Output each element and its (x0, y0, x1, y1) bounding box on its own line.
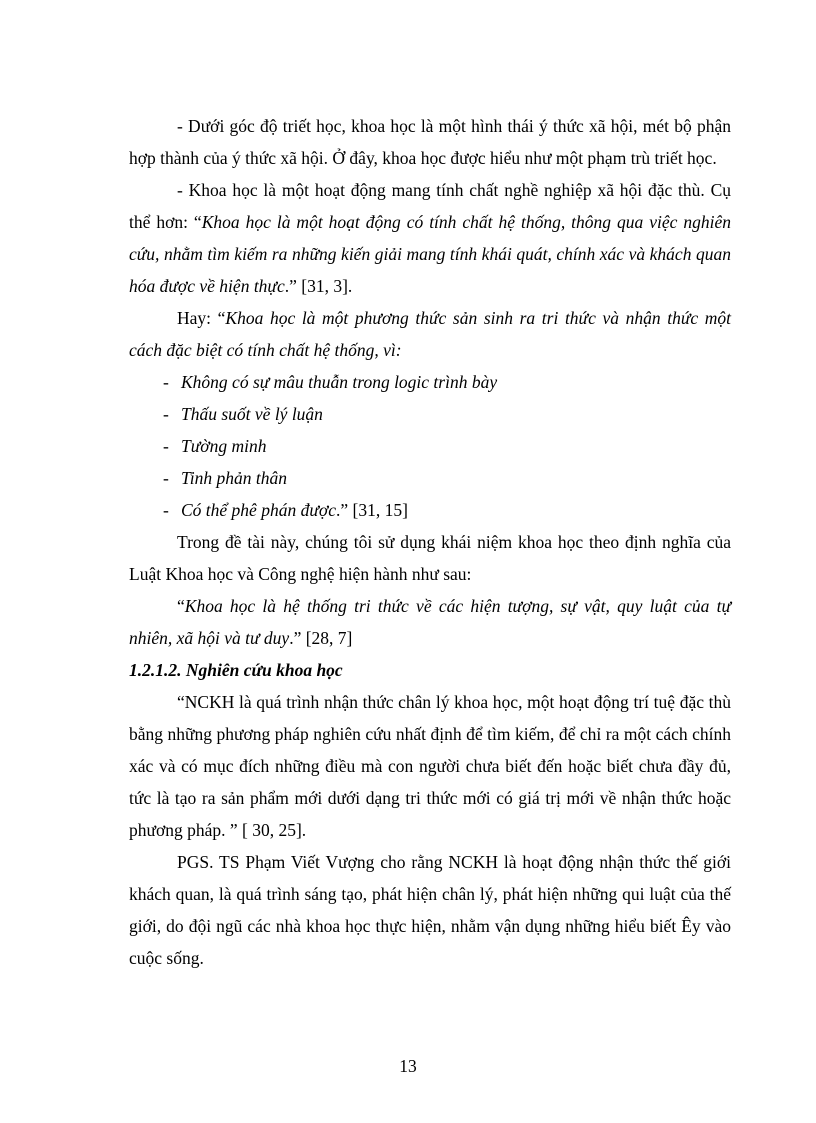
list-item-text: Thấu suốt về lý luận (181, 404, 323, 424)
text-lead: Hay: “ (177, 308, 226, 328)
quote-text: Khoa học là hệ thống tri thức về các hiện tượng, sự vật, quy luật của tự nhiên, xã hội và tư duy (129, 596, 731, 648)
text-lead: “ (177, 596, 185, 616)
paragraph-definition (129, 590, 731, 654)
dash-bullet: - (163, 436, 169, 456)
list-item-text: Có thể phê phán được (181, 500, 336, 520)
paragraph-method (129, 302, 731, 366)
page-number: 13 (399, 1056, 417, 1076)
list-item (129, 398, 731, 430)
paragraph-profession (129, 174, 731, 302)
list-item-text: Tinh phản thân (181, 468, 287, 488)
text-lead: - Khoa học là một hoạt động mang tính chất nghề nghiệp xã hội đặc thù. Cụ thể hơn: “ (129, 180, 731, 232)
quote-text: Khoa học là một hoạt động có tính chất hệ thống, thông qua việc nghiên cứu, nhằm tìm kiếm ra những kiến giải mang tính khái quát, chính xác và khách quan hóa được về hiện thực (129, 212, 732, 296)
paragraph-nckh: “NCKH là quá trình nhận thức chân lý khoa học, một hoạt động trí tuệ đặc thù bằng những phương pháp nghiên cứu nhất định để tìm kiếm, để chỉ ra một cách chính xác và có mục đích những điều mà con người chưa biết đến hoặc biết chưa đầy đủ, tức là tạo ra sản phẩm mới dưới dạng tri thức mới có giá trị mới về nhận thức hoặc phương pháp. ” [ 30, 25]. (129, 692, 731, 840)
paragraph-philosophy: - Dưới góc độ triết học, khoa học là một hình thái ý thức xã hội, mét bộ phận hợp thành của ý thức xã hội. Ở đây, khoa học được hiểu như một phạm trù triết học. (129, 116, 731, 168)
dash-bullet: - (163, 468, 169, 488)
paragraph-vuong: PGS. TS Phạm Viết Vượng cho rằng NCKH là hoạt động nhận thức thế giới khách quan, là quá trình sáng tạo, phát hiện chân lý, phát hiện những qui luật của thế giới, do đội ngũ các nhà khoa học thực hiện, nhằm vận dụng những hiểu biết Êy vào cuộc sống. (129, 852, 731, 968)
list-item (129, 462, 731, 494)
dash-bullet: - (163, 372, 169, 392)
citation: .” [31, 3]. (284, 276, 353, 296)
dash-bullet: - (163, 500, 169, 520)
section-heading: 1.2.1.2. Nghiên cứu khoa học (129, 660, 343, 680)
page-body (129, 110, 731, 974)
list-item-text: Không có sự mâu thuẫn trong logic trình bày (181, 372, 498, 392)
dash-bullet: - (163, 404, 169, 424)
list-item (129, 494, 731, 526)
quote-text: Khoa học là một phương thức sản sinh ra tri thức và nhận thức một cách đặc biệt có tính chất hệ thống, vì: (129, 308, 731, 360)
list-item (129, 430, 731, 462)
criteria-list (129, 366, 731, 526)
list-item-text: Tường minh (181, 436, 267, 456)
paragraph-definition-intro: Trong đề tài này, chúng tôi sử dụng khái niệm khoa học theo định nghĩa của Luật Khoa học và Công nghệ hiện hành như sau: (129, 532, 731, 584)
citation: .” [31, 15] (335, 500, 408, 520)
citation: .” [28, 7] (289, 628, 353, 648)
list-item (129, 366, 731, 398)
